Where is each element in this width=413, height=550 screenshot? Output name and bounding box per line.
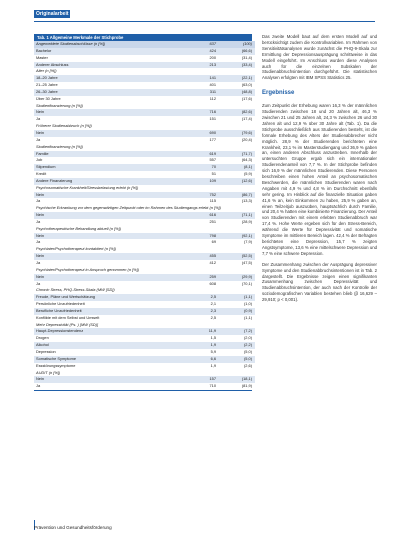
row-label: Haupt-Depressionstendenz <box>34 328 186 335</box>
row-percent: (82,6) <box>222 109 255 116</box>
row-percent: (5,0) <box>244 348 252 354</box>
table-row <box>34 287 255 294</box>
row-label: Freude, Pläne und Wertschätzung <box>34 294 186 301</box>
row-label: 18–20 Jahre <box>34 75 186 82</box>
row-percent <box>222 185 255 192</box>
row-percent: (13,3) <box>241 198 252 204</box>
row-percent: (33,4) <box>222 62 255 69</box>
sample-table <box>34 34 252 391</box>
row-label: Mehr Depressivität (Ps. ) [MW (SD)] <box>36 321 99 327</box>
row-label: Nein <box>34 212 186 219</box>
table-row <box>34 274 255 281</box>
row-percent: (12,6) <box>222 178 255 185</box>
row-count: 690 <box>186 130 222 137</box>
row-percent: (1,1) <box>222 294 255 301</box>
row-count: 51 <box>211 171 216 177</box>
row-count: 1,9 <box>186 342 222 349</box>
row-label: AUDIT (n [%]) <box>36 369 61 375</box>
table-row <box>34 157 255 164</box>
row-count: 2,5 <box>186 294 222 301</box>
table-row <box>34 68 255 75</box>
row-count <box>186 103 222 110</box>
row-percent: (66,6) <box>222 48 255 55</box>
row-count: 1,5 <box>210 335 216 341</box>
row-percent: (92,1) <box>222 233 255 240</box>
table-row <box>34 267 255 274</box>
table-row <box>34 260 255 267</box>
row-count: 798 <box>186 233 222 240</box>
table-row <box>34 75 255 82</box>
table-row <box>34 171 255 178</box>
table-row <box>34 137 255 144</box>
row-count: 424 <box>186 48 222 55</box>
row-percent: (100) <box>222 41 255 48</box>
row-percent: (31,4) <box>241 54 252 60</box>
row-label: Ja <box>36 198 41 204</box>
row-count: 752 <box>186 192 222 199</box>
table-row <box>34 383 255 390</box>
table-row <box>34 198 255 205</box>
row-count: 716 <box>186 109 222 116</box>
table-row <box>34 62 255 69</box>
row-percent: (81,9) <box>241 383 252 389</box>
table-row <box>34 48 255 55</box>
row-percent <box>222 267 255 274</box>
row-label: Ja <box>36 260 41 265</box>
table-row <box>34 96 255 103</box>
row-label: Somatische Symptome <box>34 356 186 363</box>
table-row <box>34 342 255 349</box>
row-count: 401 <box>209 82 216 88</box>
table-row <box>34 253 255 260</box>
row-label: Psychotherapeutische Behandlung aktuell (n [%]) <box>36 225 121 231</box>
row-label: Bachelor <box>34 48 186 55</box>
row-count: 141 <box>186 75 222 82</box>
table-row <box>34 301 255 308</box>
table-row <box>34 130 255 137</box>
table-row <box>34 322 255 329</box>
row-label: Persönliche Unzufriedenheit <box>36 301 85 307</box>
row-count: 2,5 <box>210 314 216 320</box>
table-row <box>34 205 255 212</box>
row-percent: (8,1) <box>222 164 255 171</box>
row-count <box>186 144 222 151</box>
row-count <box>186 267 222 274</box>
row-count: 6,6 <box>186 356 222 363</box>
footer-journal-title: Prävention und Gesundheitsförderung <box>34 525 112 530</box>
table-row <box>34 226 255 233</box>
row-label: Familie <box>34 151 186 158</box>
paragraph-results-2: Der Zusammenhang zwischen der Ausprägung depressiver Symptome und den Studienabbruchsintentionen ist in Tab. 2 dargestellt. Die Ergebnisse zeigen einen signifikanten Zusammenhang zwischen Depressivität und Studienabbruchsintention, der auch nach der Kontrolle der soziodemografischen Variablen bestehen blieb (β 16,629 – 29,910; p < 0,001). <box>262 261 377 303</box>
row-percent: (1,1) <box>244 314 252 320</box>
row-count: 259 <box>186 274 222 281</box>
row-count: 311 <box>186 89 222 96</box>
table-caption: Tab. 1 Allgemeine Merkmale der Stichprobe <box>34 34 252 41</box>
row-count: 557 <box>209 157 216 163</box>
table-row <box>34 55 255 62</box>
row-count <box>186 226 222 233</box>
row-count <box>186 246 222 253</box>
row-percent: (1,0) <box>244 301 252 307</box>
table-row <box>34 376 255 383</box>
row-count <box>186 68 222 75</box>
row-count: 109 <box>186 178 222 185</box>
row-percent: (17,6) <box>241 95 252 101</box>
row-percent: (86,7) <box>222 192 255 199</box>
row-label: Stipendium <box>34 164 186 171</box>
row-label: 26–30 Jahre <box>34 89 186 96</box>
row-percent: (63,0) <box>241 82 252 88</box>
table-row <box>34 370 255 377</box>
row-label: Nein <box>34 376 186 383</box>
row-count: 608 <box>209 280 216 286</box>
table-row <box>34 233 255 240</box>
row-label: Depression <box>36 348 56 354</box>
row-label: Chronic Stress, PHQ-Stress-Skala (MW [SD]) <box>36 287 115 293</box>
row-count <box>186 185 222 192</box>
section-badge: Originalarbeit <box>36 11 69 17</box>
row-label: Kredit <box>36 171 47 177</box>
table-row <box>34 178 255 185</box>
row-count: 11,9 <box>186 328 222 335</box>
table-row <box>34 349 255 356</box>
row-percent <box>222 205 255 212</box>
row-count <box>186 287 222 294</box>
row-count: 710 <box>209 383 216 389</box>
row-count: 70 <box>186 164 222 171</box>
header-rule <box>34 21 375 22</box>
row-percent <box>222 370 255 377</box>
table-row <box>34 41 255 48</box>
paragraph-methods: Das zweite Modell baut auf dem ersten Modell auf und berücksichtigt zudem die Kontrollvariablen. Im Rahmen von Sensitivitätsanalysen wurde zunächst die PHQ-9-Skala zur Ermittlung der Depressionsausprägung schrittweise in das Modell eingeführt. Im Anschluss wurden diese Analysen auch für die einzelnen Subskalen der Studienabbruchsintention durchgeführt. Die statistischen Analysen erfolgten mit IBM SPSS Statistics 25. <box>262 34 377 81</box>
table-row <box>34 363 255 370</box>
row-count: 151 <box>209 116 216 122</box>
row-count: 69 <box>211 239 216 245</box>
row-count <box>186 322 222 329</box>
row-percent <box>222 287 255 294</box>
row-label: Studienfinanzierung (n [%]) <box>36 143 83 149</box>
row-count: 200 <box>209 54 216 60</box>
row-label: Ja <box>36 383 41 389</box>
table-row <box>34 212 255 219</box>
row-label: Alter (n [%]) <box>36 68 57 74</box>
table-row <box>34 335 255 342</box>
row-label: Nein <box>34 192 186 199</box>
table-row <box>34 89 255 96</box>
row-label: Berufliche Unzufriedenheit <box>34 308 186 315</box>
row-percent: (18,1) <box>222 376 255 383</box>
row-percent: (5,0) <box>222 356 255 363</box>
table-row <box>34 82 255 89</box>
row-label: Psychosomatische Krankheit/Stressbelastung erlebt (n [%]) <box>36 184 139 190</box>
row-label: Nein <box>34 274 186 281</box>
table-row <box>34 164 255 171</box>
row-label: Angemeldete Studienabschlüsse (n [%]) <box>34 41 186 48</box>
paragraph-results-1: Zum Zeitpunkt der Erhebung waren 16,3 % der männlichen Studierenden zwischen 18 und 20 Jahren alt, 46,3 % zwischen 21 und 25 Jahren alt, 24,3 % zwischen 26 und 30 Jahren alt und 12,9 % über 30 Jahre alt (Tab. 1). Da die Stichprobe ausschließlich aus Studierenden besteht, ist die formale Erhebung des Alters der Studienabbrecher nicht möglich. 28,9 % der Studierenden berichteten eine Krankheit, 23,1 % im Masterstudiengang und 36,9 % gaben an, einen anderen Abschluss anzustreben. Innerhalb der untersuchten Gruppe ergab sich ein internationaler Studierendenanteil von 7,7 %. In der Stichprobe befinden sich 16,9 % der männlichen Studierenden. Diese Personen beschreiben einen hohen Anteil an psychosomatischen Beschwerden, die männlichen Studierenden waren nach Angaben mit 4,9 % und 4,8 % im Durchschnitt ebenfalls sehr gering. Im Hinblick auf die finanzielle Situation gaben 41,6 % an, kein Einkommen zu haben, 25,9 % gaben an, einen Teilzeitjob auszuüben, hauptsächlich durch Familie, und 20,4 % hatten eine kombinierte Finanzierung. Der Anteil von Studierenden mit einem erlebten Studienabbruch war 17,4 %. Hohe Werte ergeben sich für den Stress-Bereich, während die Werte für Depressivität und somatische Symptome im mittleren Bereich lagen. 42,4 % der Befragten berichteten eine Depression, 15,7 % zeigten Angstsymptome, 13,6 % eine mittelschwere Depression und 7,7 % eine schwere Depression. <box>262 103 377 256</box>
row-label: Job <box>36 157 43 163</box>
row-count: 5,9 <box>210 348 216 354</box>
row-count: 455 <box>186 253 222 260</box>
row-percent <box>222 144 255 151</box>
section-heading-results: Ergebnisse <box>262 90 295 97</box>
row-percent: (20,4) <box>241 136 252 142</box>
row-label: Konflikte mit dem Selbst und Umwelt <box>36 314 100 320</box>
row-label: Über 30 Jahre <box>36 95 61 101</box>
row-count <box>186 123 222 130</box>
row-percent: (29,9) <box>222 274 255 281</box>
row-percent: (0,9) <box>222 308 255 315</box>
table-row <box>34 185 255 192</box>
row-label: Studienfinanzierung (n [%]) <box>36 102 83 108</box>
row-label: Ja <box>36 239 41 245</box>
row-label: Master <box>36 54 48 60</box>
row-count: 115 <box>209 198 216 204</box>
row-label: Ja <box>36 136 41 142</box>
table-row <box>34 123 255 130</box>
row-percent: (47,5) <box>241 260 252 265</box>
row-label: Psychische Erkrankung vor dem gegenwärtigen Zeitpunkt oder im Rahmen des Studiengangs erlebt (n [%]) <box>36 205 221 211</box>
table-row <box>34 246 255 253</box>
row-count: 412 <box>209 260 216 265</box>
row-percent: (70,1) <box>241 280 252 286</box>
table-row <box>34 315 255 322</box>
table-body <box>34 41 255 390</box>
table-row <box>34 144 255 151</box>
row-percent: (2,2) <box>222 342 255 349</box>
row-label: Nein <box>34 233 186 240</box>
row-percent <box>222 123 255 130</box>
row-percent: (17,4) <box>241 116 252 122</box>
row-percent: (2,6) <box>244 362 252 368</box>
row-percent: (71,7) <box>222 151 255 158</box>
row-label: Nein <box>34 109 186 116</box>
table-row <box>34 116 255 123</box>
row-percent <box>222 322 255 329</box>
table-row <box>34 281 255 288</box>
row-percent: (7,2) <box>222 328 255 335</box>
row-count: 1,9 <box>210 362 216 368</box>
table-row <box>34 192 255 199</box>
row-count: 112 <box>209 95 216 101</box>
row-count: 616 <box>186 212 222 219</box>
row-count: 251 <box>209 218 216 224</box>
row-percent: (5,9) <box>244 171 252 177</box>
table-row <box>34 103 255 110</box>
row-label: Psychiater/Psychotherapeut kontaktiert (n [%]) <box>36 246 117 252</box>
row-percent: (79,6) <box>222 130 255 137</box>
row-label: Psychiater/Psychotherapeut in Anspruch genommen (n [%]) <box>36 266 140 272</box>
row-label: Ja <box>36 218 41 224</box>
row-percent <box>222 103 255 110</box>
row-percent: (71,1) <box>222 212 255 219</box>
row-label: Nein <box>34 253 186 260</box>
row-count: 2,3 <box>186 308 222 315</box>
row-label: Ja <box>36 280 41 286</box>
row-percent: (22,1) <box>222 75 255 82</box>
table-row <box>34 356 255 363</box>
table-row <box>34 294 255 301</box>
row-percent: (7,9) <box>244 239 252 245</box>
row-count: 2,1 <box>210 301 216 307</box>
row-label: Ja <box>36 116 41 122</box>
row-count: 157 <box>186 376 222 383</box>
table-row <box>34 328 255 335</box>
row-label: Nein <box>34 130 186 137</box>
row-count: 213 <box>186 62 222 69</box>
row-percent <box>222 226 255 233</box>
table-row <box>34 219 255 226</box>
row-label: Drogen <box>36 335 49 341</box>
row-count: 177 <box>209 136 216 142</box>
table-row <box>34 239 255 246</box>
body-text-column <box>262 34 377 308</box>
table-row <box>34 109 255 116</box>
table-bottom-rule <box>34 390 252 391</box>
row-count: 637 <box>186 41 222 48</box>
row-percent: (2,0) <box>244 335 252 341</box>
table-row <box>34 151 255 158</box>
row-label: Andere Finanzierung <box>34 178 186 185</box>
row-percent <box>222 246 255 253</box>
row-label: Anderer Abschluss <box>34 62 186 69</box>
row-percent <box>222 68 255 75</box>
row-percent: (64,3) <box>241 157 252 163</box>
row-label: 21–25 Jahre <box>36 82 58 88</box>
table-row <box>34 308 255 315</box>
row-percent: (28,9) <box>241 218 252 224</box>
row-label: Essstörungssymptome <box>36 362 76 368</box>
row-count: 619 <box>186 151 222 158</box>
row-label: Früherer Studienabbruch (n [%]) <box>36 123 92 129</box>
row-percent: (48,8) <box>222 89 255 96</box>
row-label: Alkohol <box>34 342 186 349</box>
row-percent: (52,5) <box>222 253 255 260</box>
row-count <box>186 370 222 377</box>
